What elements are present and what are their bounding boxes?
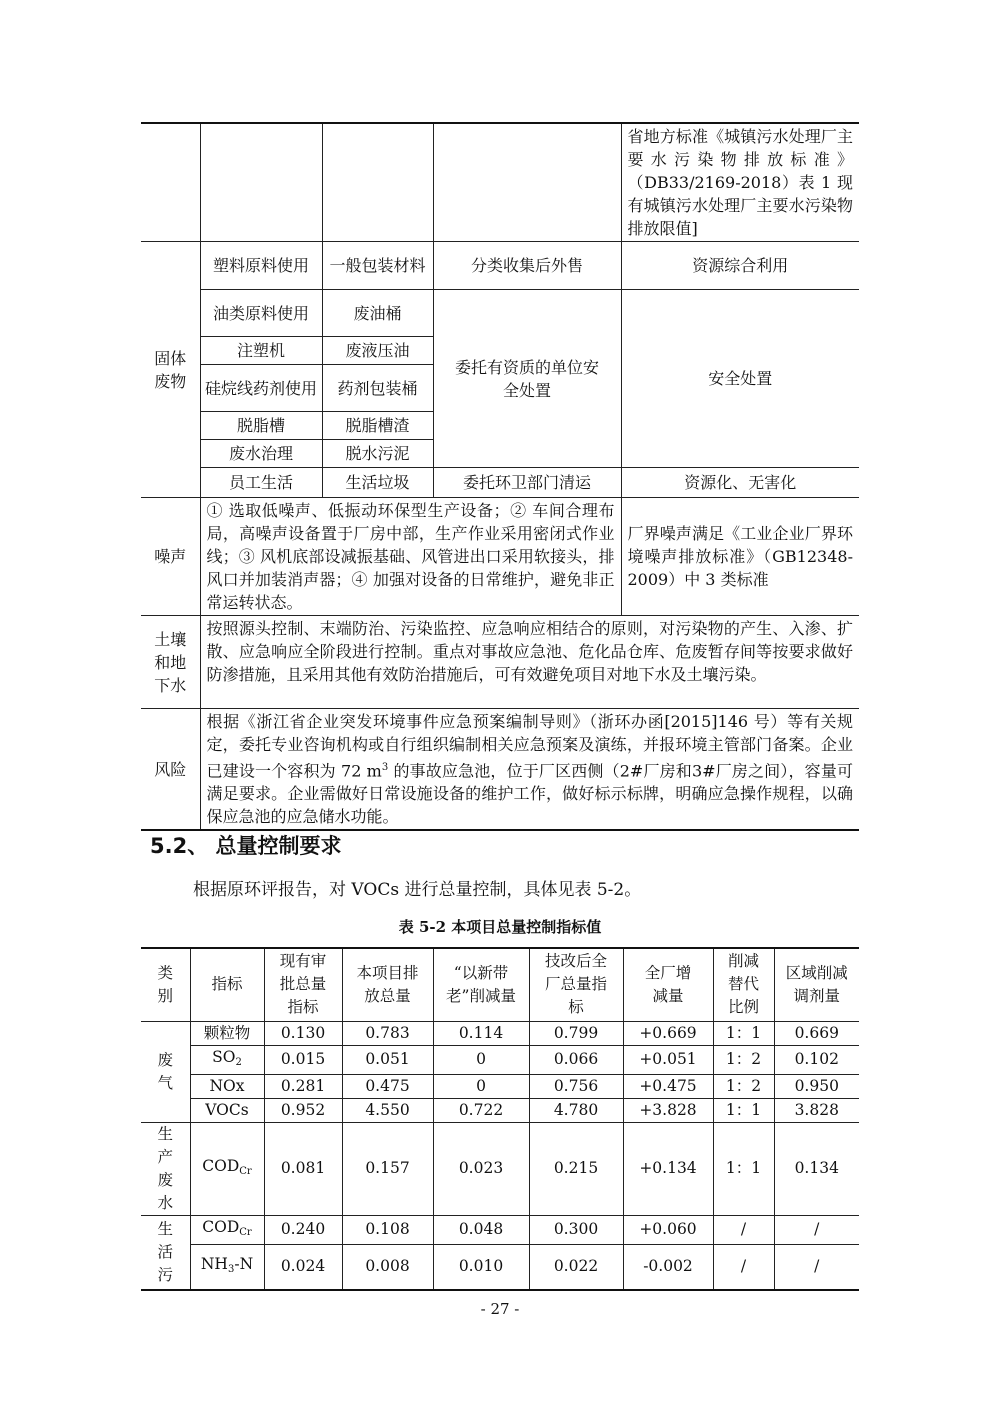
measure-cell: 分类收集后外售 — [433, 242, 621, 290]
waste-cell: 生活垃圾 — [322, 468, 433, 498]
value-cell: +0.669 — [623, 1021, 713, 1045]
category-solid: 固体废物 — [141, 242, 200, 498]
value-cell: 1：2 — [713, 1045, 774, 1074]
source-cell: 员工生活 — [200, 468, 322, 498]
value-cell: / — [713, 1244, 774, 1290]
measure-cell: 委托环卫部门清运 — [433, 468, 621, 498]
waste-cell: 药剂包装桶 — [322, 365, 433, 412]
value-cell: 4.780 — [529, 1098, 623, 1122]
value-cell: +0.051 — [623, 1045, 713, 1074]
value-cell: 0.669 — [774, 1021, 859, 1045]
value-cell: 0.756 — [529, 1074, 623, 1098]
header-cell: 全厂增减量 — [623, 948, 713, 1021]
value-cell: 0.008 — [342, 1244, 433, 1290]
soil-text: 按照源头控制、末端防治、污染监控、应急响应相结合的原则，对污染物的产生、入渗、扩散、应急响应全阶段进行控制。重点对事故应急池、危化品仓库、危废暂存间等按要求做好防渗措施，且采用其他有效防治措施后，可有效避免项目对地下水及土壤污染。 — [200, 616, 859, 709]
value-cell: 0.799 — [529, 1021, 623, 1045]
value-cell: 0.215 — [529, 1122, 623, 1215]
value-cell: 1：1 — [713, 1098, 774, 1122]
measures-table — [141, 122, 859, 831]
source-cell: 废水治理 — [200, 440, 322, 468]
header-cell: 指标 — [190, 948, 264, 1021]
value-cell: 1：1 — [713, 1021, 774, 1045]
value-cell: 1：1 — [713, 1122, 774, 1215]
cell — [200, 123, 322, 242]
category-noise: 噪声 — [141, 498, 200, 616]
header-cell: 类别 — [141, 948, 190, 1021]
value-cell: 0.051 — [342, 1045, 433, 1074]
value-cell: 3.828 — [774, 1098, 859, 1122]
indicator: NOx — [190, 1074, 264, 1098]
value-cell: 0.134 — [774, 1122, 859, 1215]
value-cell: / — [774, 1215, 859, 1244]
value-cell: +0.134 — [623, 1122, 713, 1215]
value-cell: 0.048 — [433, 1215, 529, 1244]
source-cell: 脱脂槽 — [200, 412, 322, 440]
waste-cell: 废液压油 — [322, 337, 433, 365]
section-title: 5.2、 总量控制要求 — [150, 834, 342, 858]
indicator: $SO_2$ — [190, 1045, 264, 1074]
category-prod-water: 生产废水 — [141, 1122, 190, 1215]
indicator: VOCs — [190, 1098, 264, 1122]
source-cell: 塑料原料使用 — [200, 242, 322, 290]
category-domestic: 生活污 — [141, 1215, 190, 1290]
waste-cell: 一般包装材料 — [322, 242, 433, 290]
indicator: $COD_{Cr}$ — [190, 1122, 264, 1215]
value-cell: 0.010 — [433, 1244, 529, 1290]
value-cell: / — [713, 1215, 774, 1244]
source-cell: 油类原料使用 — [200, 290, 322, 337]
source-cell: 硅烷线药剂使用 — [200, 365, 322, 412]
value-cell: 0.108 — [342, 1215, 433, 1244]
value-cell: 0.300 — [529, 1215, 623, 1244]
category-soil: 土壤和地下水 — [141, 616, 200, 709]
value-cell: 0.281 — [264, 1074, 342, 1098]
noise-standard: 厂界噪声满足《工业企业厂界环境噪声排放标准》（GB12348-2009）中 3 类标准 — [621, 498, 859, 616]
page-number: - 27 - — [480, 1300, 520, 1318]
effect-cell: 资源综合利用 — [621, 242, 859, 290]
waste-cell: 废油桶 — [322, 290, 433, 337]
header-cell: 区域削减调剂量 — [774, 948, 859, 1021]
value-cell: 0.066 — [529, 1045, 623, 1074]
value-cell: 0.015 — [264, 1045, 342, 1074]
value-cell: 0.475 — [342, 1074, 433, 1098]
value-cell: 0.722 — [433, 1098, 529, 1122]
risk-text: 根据《浙江省企业突发环境事件应急预案编制导则》（浙环办函[2015]146 号）等有关规定，委托专业咨询机构或自行组织编制相关应急预案及演练，并报环境主管部门备案。企业已建设一个容积为 72 $m^3$ 的事故应急池，位于厂区西侧（2#厂房和3#厂房之间），容量可满足要求。企业需做好日常设施设备的维护工作，做好标示标牌，明确应急操作规程，以确保应急池的应急储水功能。 — [200, 709, 859, 831]
value-cell: 0.102 — [774, 1045, 859, 1074]
value-cell: 0.952 — [264, 1098, 342, 1122]
cell — [322, 123, 433, 242]
value-cell: +3.828 — [623, 1098, 713, 1122]
value-cell: 0 — [433, 1074, 529, 1098]
value-cell: 0.157 — [342, 1122, 433, 1215]
effect-cell: 资源化、无害化 — [621, 468, 859, 498]
category-risk: 风险 — [141, 709, 200, 831]
value-cell: 0.024 — [264, 1244, 342, 1290]
value-cell: 0.023 — [433, 1122, 529, 1215]
value-cell: 1：2 — [713, 1074, 774, 1098]
header-cell: 技改后全厂总量指标 — [529, 948, 623, 1021]
value-cell: +0.060 — [623, 1215, 713, 1244]
waste-cell: 脱脂槽渣 — [322, 412, 433, 440]
indicator: $NH_3-N$ — [190, 1244, 264, 1290]
value-cell: 0.022 — [529, 1244, 623, 1290]
cell — [141, 123, 200, 242]
indicator: $COD_{Cr}$ — [190, 1215, 264, 1244]
header-cell: 本项目排放总量 — [342, 948, 433, 1021]
paragraph: 根据原环评报告，对 VOCs 进行总量控制，具体见表 5-2。 — [193, 880, 642, 900]
value-cell: +0.475 — [623, 1074, 713, 1098]
value-cell: 0.240 — [264, 1215, 342, 1244]
header-cell: 现有审批总量指标 — [264, 948, 342, 1021]
cell — [433, 123, 621, 242]
noise-measure: ① 选取低噪声、低振动环保型生产设备；② 车间合理布局，高噪声设备置于厂房中部，生产作业采用密闭式作业线；③ 风机底部设减振基础、风管进出口采用软接头，排风口并加装消声器；④ 加强对设备的日常维护，避免非正常运转状态。 — [200, 498, 621, 616]
category-gas: 废气 — [141, 1021, 190, 1122]
value-cell: 4.550 — [342, 1098, 433, 1122]
source-cell: 注塑机 — [200, 337, 322, 365]
value-cell: 0 — [433, 1045, 529, 1074]
value-cell: 0.950 — [774, 1074, 859, 1098]
standard-text: 省地方标准《城镇污水处理厂主要水污染物排放标准》（DB33/2169-2018）表 1 现有城镇污水处理厂主要水污染物排放限值] — [621, 123, 859, 242]
measure-cell: 委托有资质的单位安全处置 — [433, 290, 621, 468]
table-caption: 表 5-2 本项目总量控制指标值 — [398, 918, 602, 936]
effect-cell: 安全处置 — [621, 290, 859, 468]
header-cell: “以新带老”削减量 — [433, 948, 529, 1021]
indicator: 颗粒物 — [190, 1021, 264, 1045]
value-cell: 0.130 — [264, 1021, 342, 1045]
value-cell: / — [774, 1244, 859, 1290]
value-cell: 0.783 — [342, 1021, 433, 1045]
total-control-table — [141, 947, 859, 1291]
waste-cell: 脱水污泥 — [322, 440, 433, 468]
value-cell: 0.114 — [433, 1021, 529, 1045]
value-cell: 0.081 — [264, 1122, 342, 1215]
header-cell: 削减替代比例 — [713, 948, 774, 1021]
value-cell: -0.002 — [623, 1244, 713, 1290]
